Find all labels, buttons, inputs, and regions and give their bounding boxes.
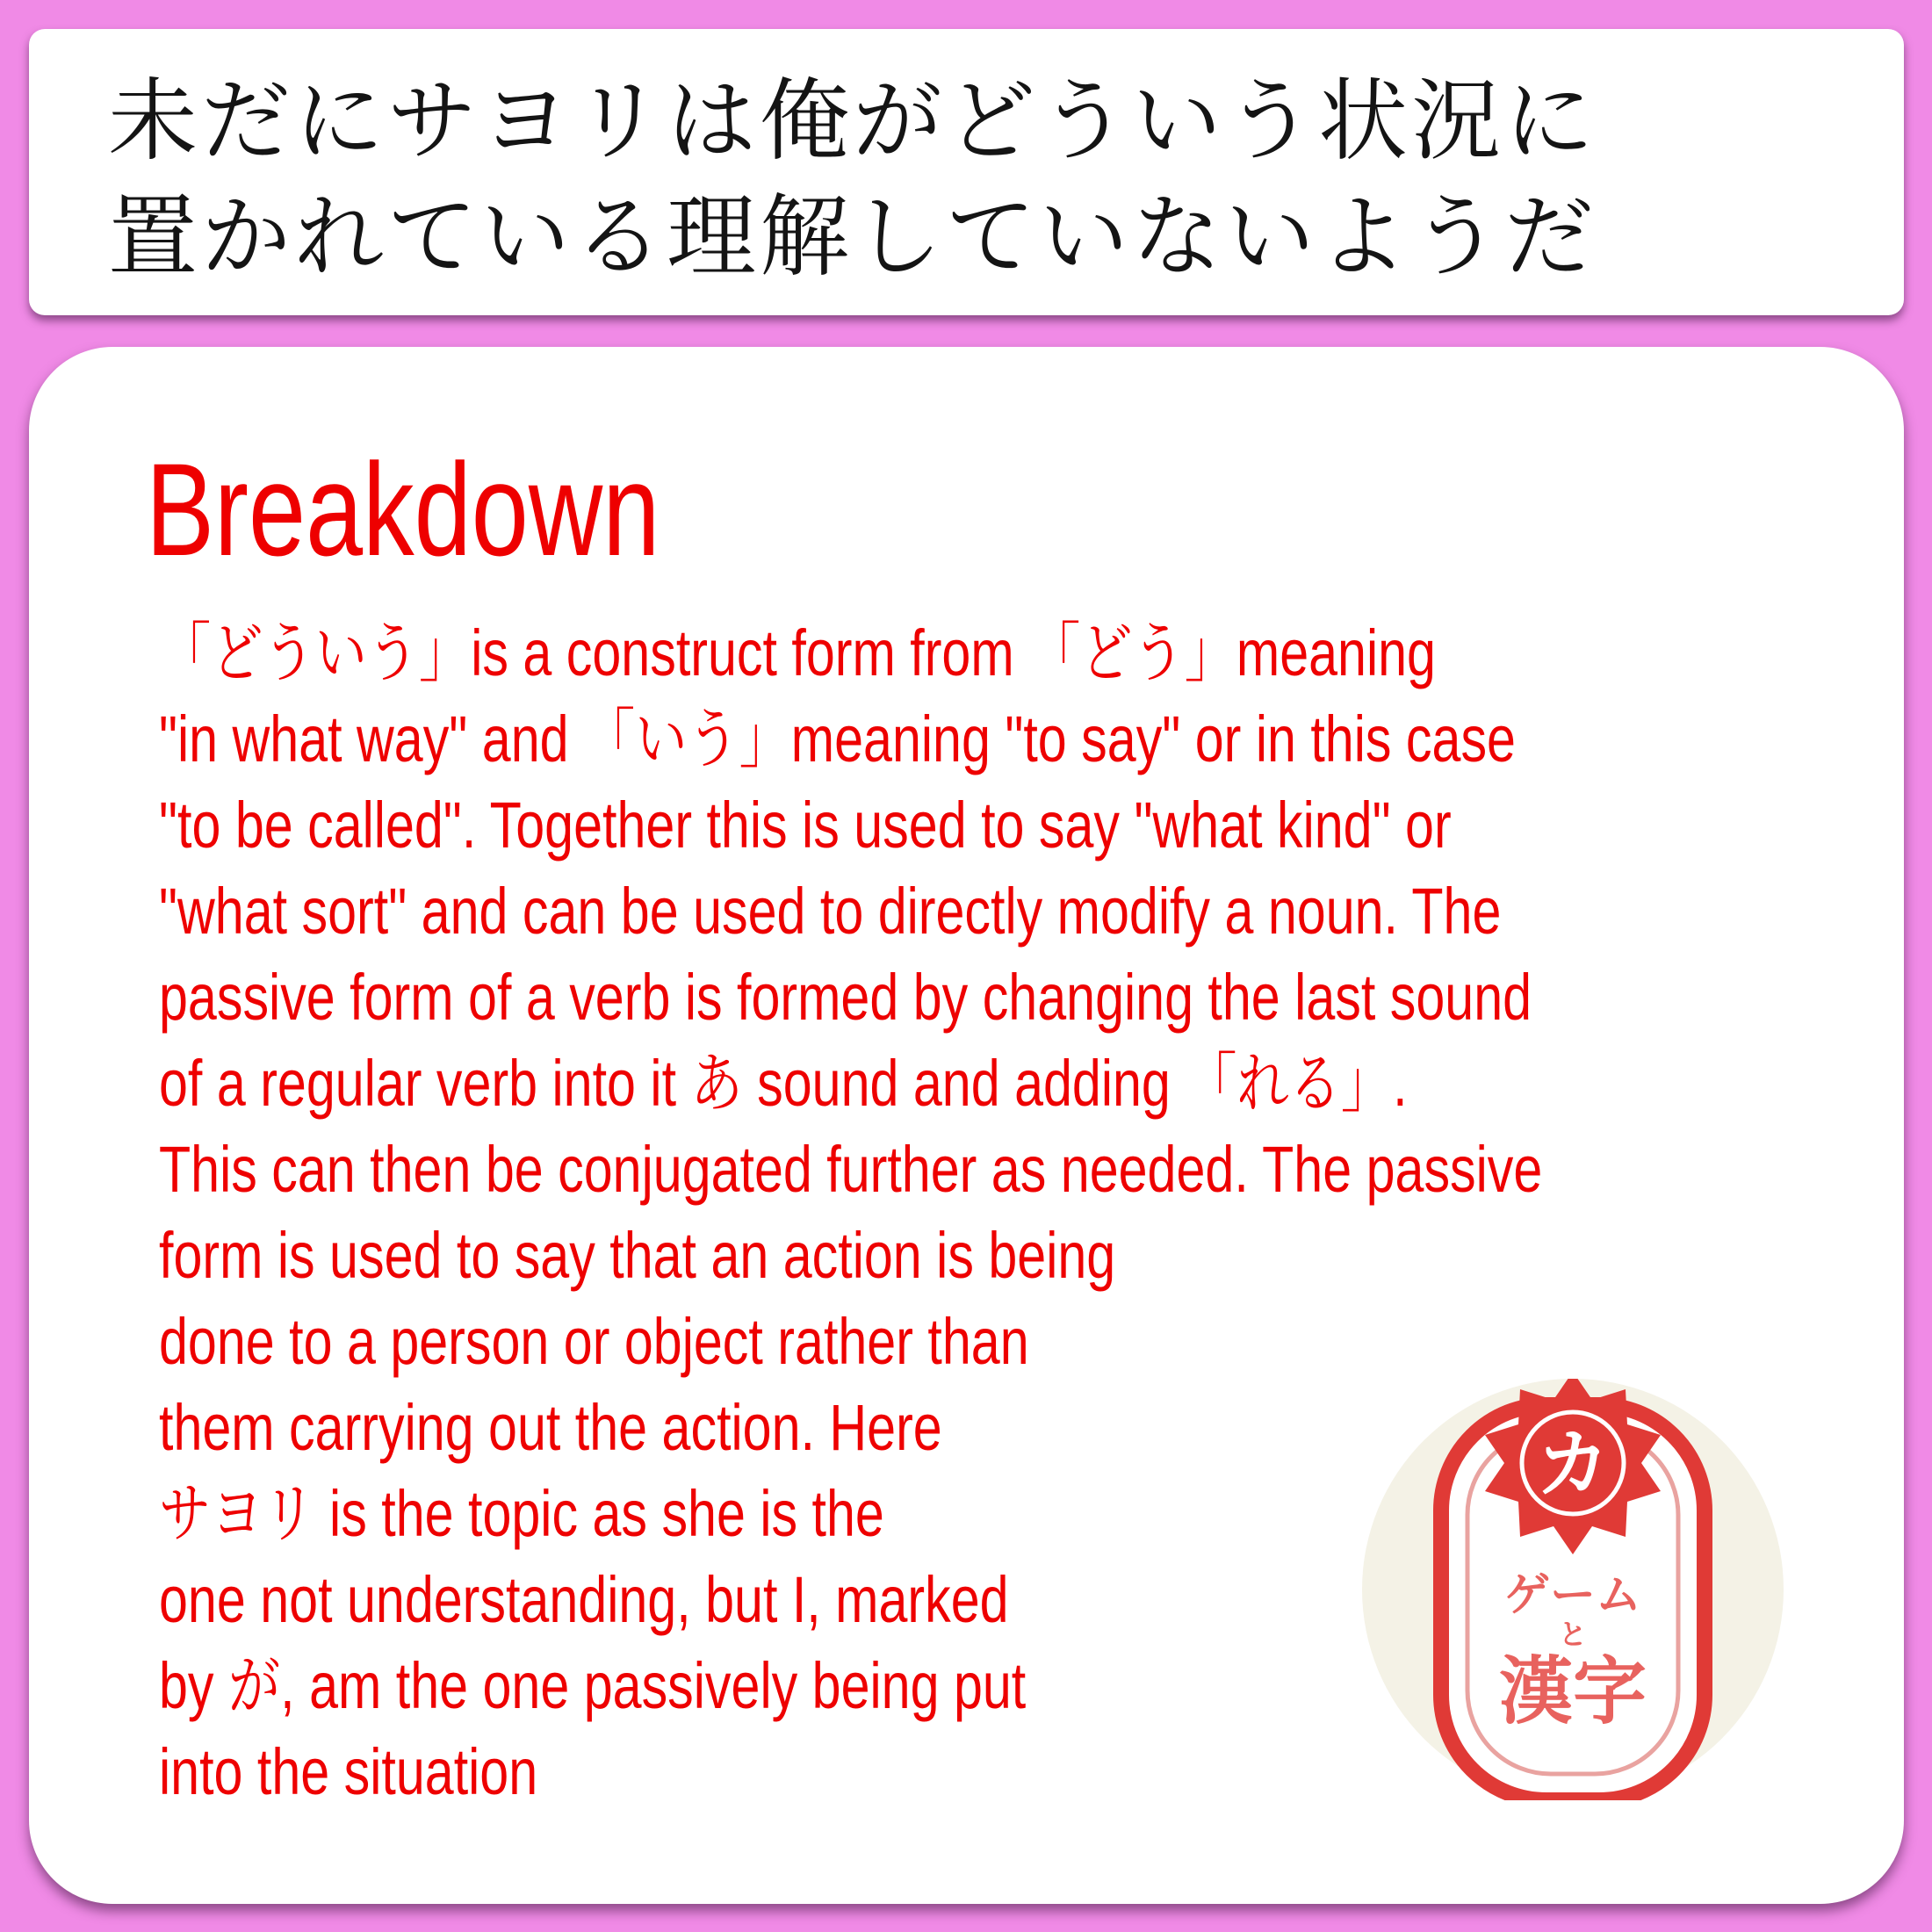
logo-particle: と	[1558, 1618, 1588, 1651]
breakdown-line: "what sort" and can be used to directly modify a noun. The	[159, 875, 1502, 948]
breakdown-line: of a regular verb into it あ sound and adding 「れる」.	[159, 1047, 1408, 1120]
breakdown-line: サヨリ is the topic as she is the	[159, 1477, 884, 1550]
breakdown-line: by が, am the one passively being put	[159, 1649, 1027, 1722]
logo-word-mid: ゲーム	[1503, 1569, 1642, 1622]
breakdown-line: "to be called". Together this is used to say "what kind" or	[159, 789, 1452, 861]
sentence-card	[29, 29, 1904, 315]
breakdown-line: passive form of a verb is formed by changing the last sound	[159, 961, 1532, 1034]
game-kanji-logo	[1327, 1379, 1819, 1800]
breakdown-line: one not understanding, but I, marked	[159, 1563, 1009, 1636]
breakdown-line: "in what way" and 「いう」meaning "to say" or in this case	[159, 703, 1516, 775]
breakdown-line: form is used to say that an action is being	[159, 1219, 1116, 1292]
breakdown-line: done to a person or object rather than	[159, 1305, 1029, 1378]
breakdown-line: 「どういう」is a construct form from 「どう」meaning	[159, 616, 1436, 689]
sentence-line-2: 置かれている理解していないようだ	[108, 185, 1597, 290]
breakdown-line: This can then be conjugated further as needed. The passive	[159, 1133, 1543, 1206]
logo-glyph-top: カ	[1535, 1421, 1611, 1507]
breakdown-line: them carrying out the action. Here	[159, 1391, 942, 1464]
logo-word-bottom: 漢字	[1498, 1648, 1647, 1734]
sentence-line-1: 未だにサヨリは俺がどういう状況に	[108, 69, 1597, 174]
breakdown-card	[29, 347, 1904, 1904]
breakdown-title: Breakdown	[146, 436, 660, 583]
breakdown-line: into the situation	[159, 1735, 538, 1808]
